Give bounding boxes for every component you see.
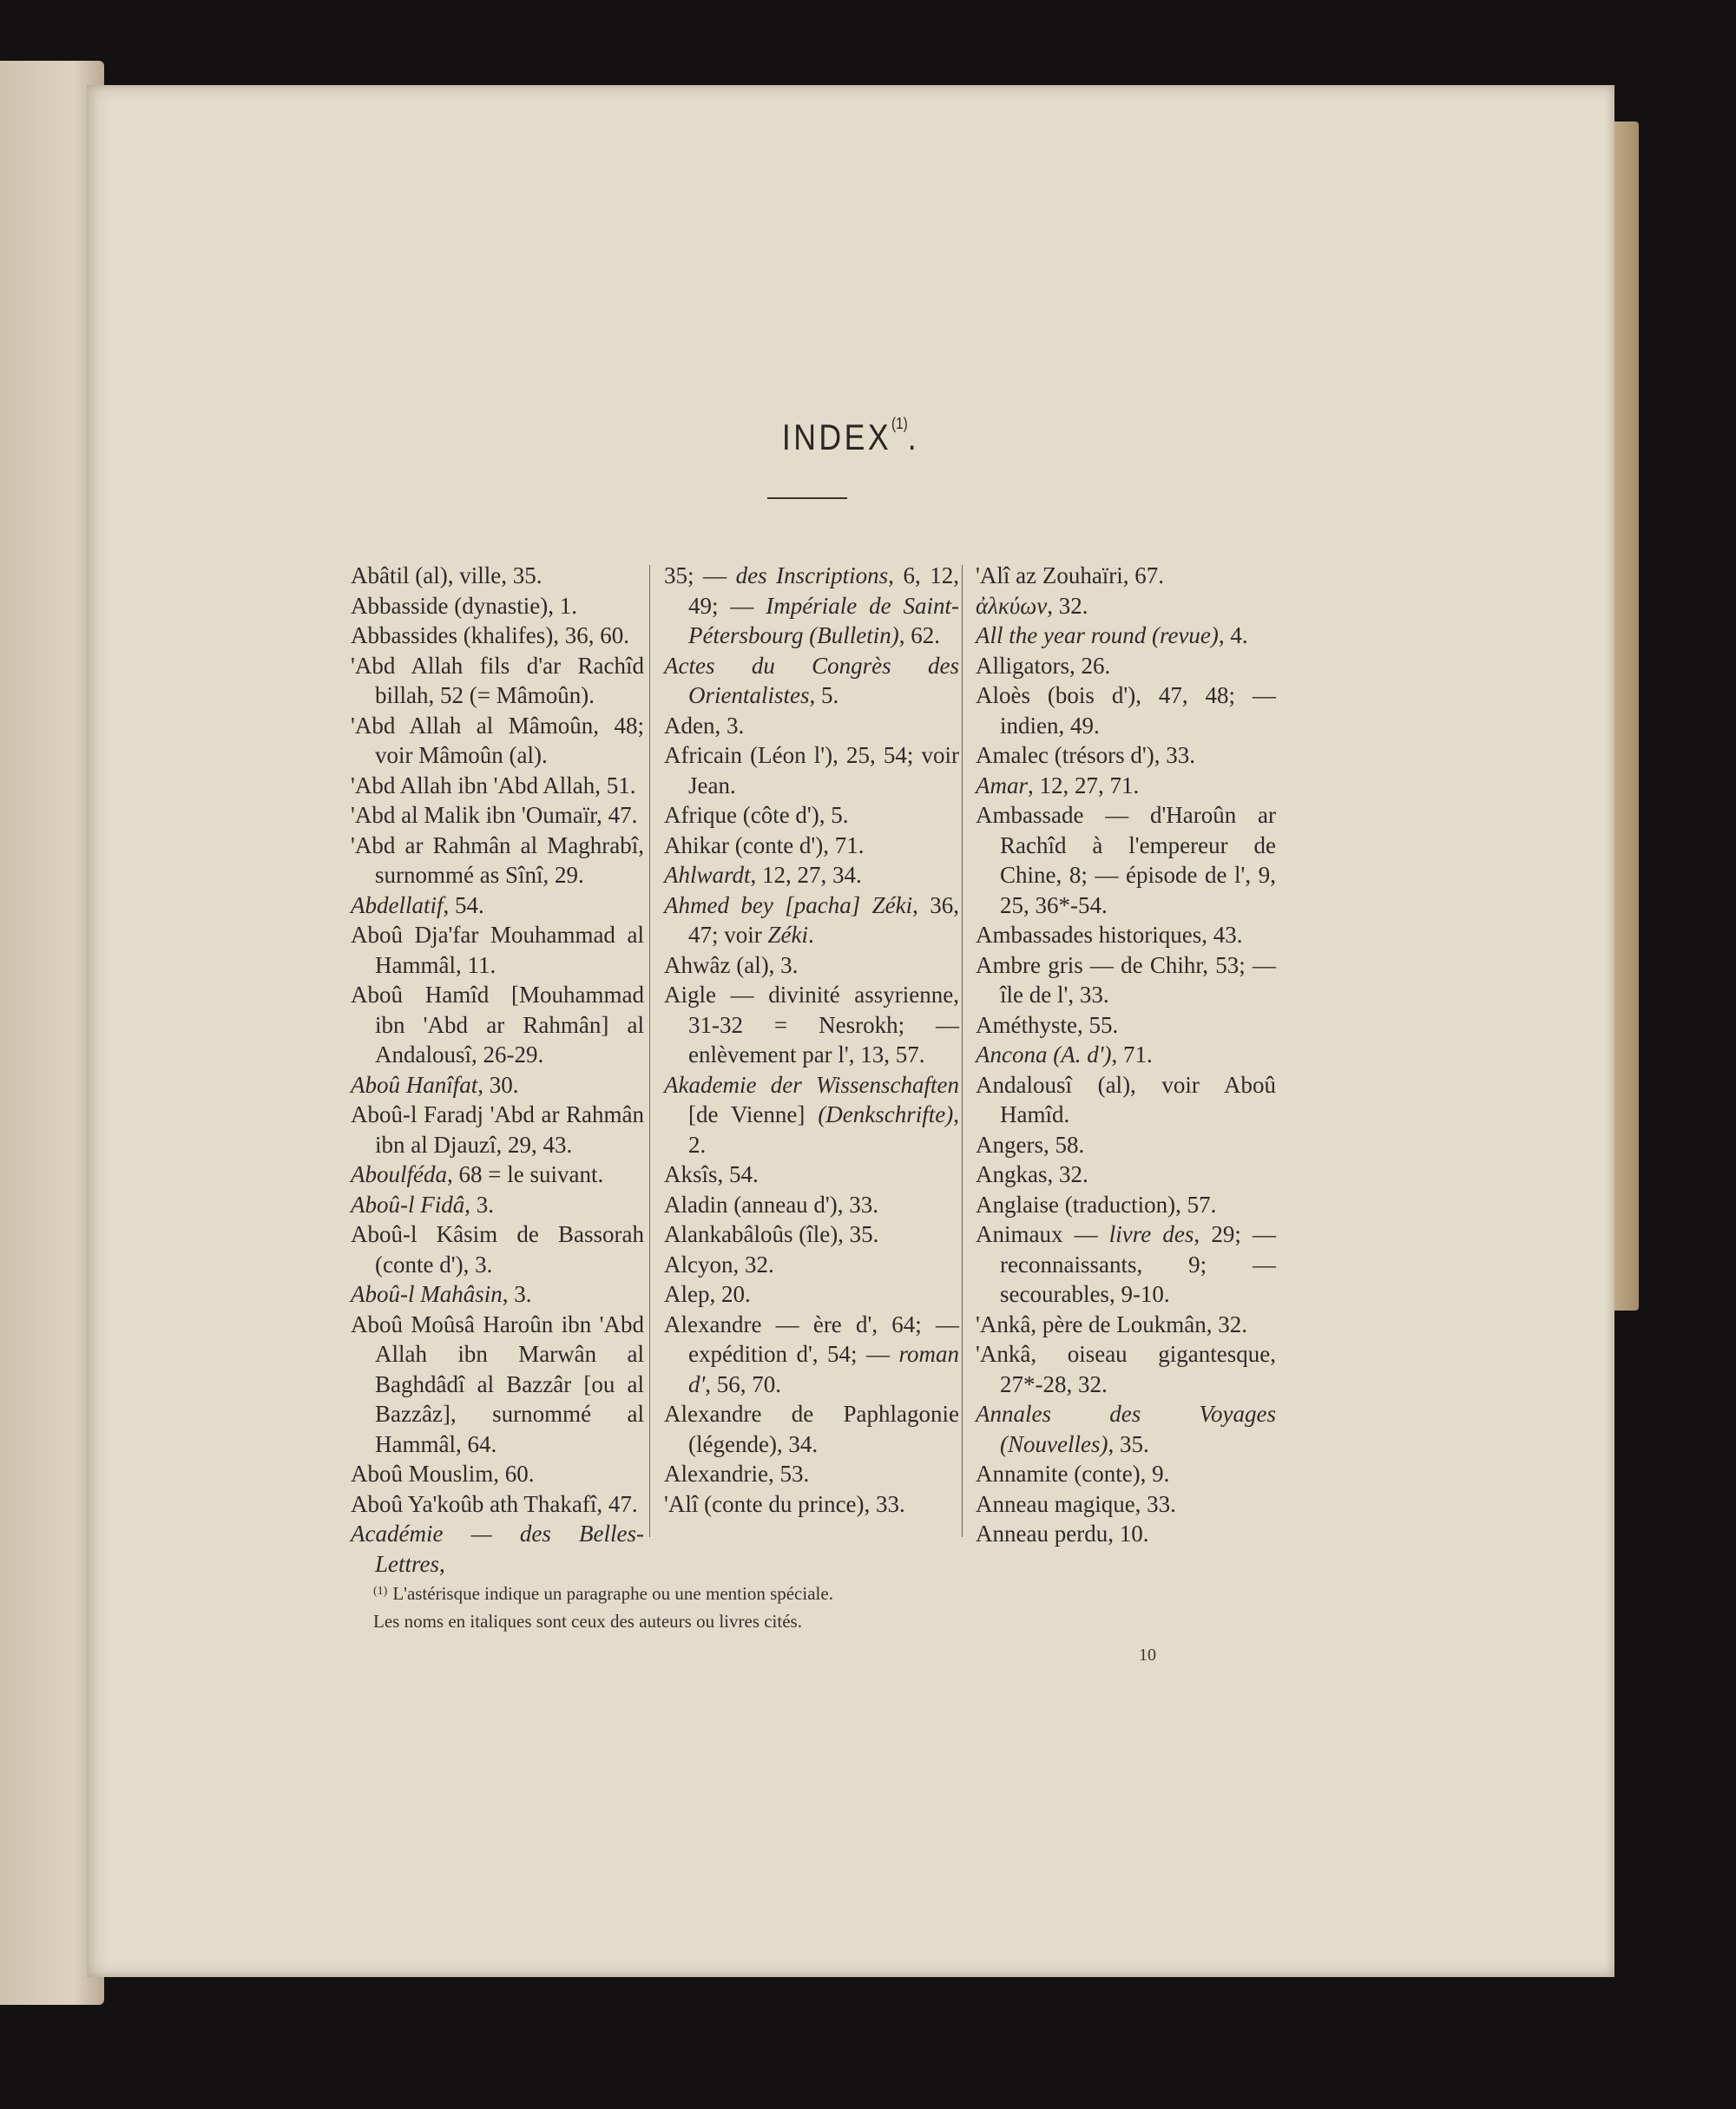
index-entry: Ahlwardt, 12, 27, 34. [664, 862, 862, 888]
index-entry: Aboû-l Faradj 'Abd ar Rahmân ibn al Djauzî, 29, 43. [351, 1101, 644, 1158]
index-column-2 [664, 561, 959, 1519]
index-column-1 [351, 561, 644, 1579]
index-entry: Angkas, 32. [976, 1161, 1088, 1187]
index-entry: Ahwâz (al), 3. [664, 951, 799, 978]
index-entry: 'Alî (conte du prince), 33. [664, 1490, 905, 1517]
index-entry: Aboû Mouslim, 60. [351, 1461, 535, 1487]
index-entry: Ambre gris — de Chihr, 53; — île de l', 33. [976, 951, 1276, 1008]
column-divider [962, 565, 963, 1537]
index-entry: 'Abd Allah fils d'ar Rachîd billah, 52 (= Mâmoûn). [351, 652, 644, 708]
index-entry: Aboû Moûsâ Haroûn ibn 'Abd Allah ibn Marwân al Baghdâdî al Bazzâr [ou al Bazzâz], surnommé al Hammâl, 64. [351, 1311, 644, 1457]
index-entry: Aboû Hanîfat, 30. [351, 1071, 519, 1098]
page-title: INDEX$^{(1)}$. [781, 415, 920, 457]
index-entry: Alexandre — ère d', 64; — expédition d', 54; — roman d', 56, 70. [664, 1311, 959, 1397]
page-edge-tab [1614, 122, 1639, 1311]
index-entry: 'Abd Allah ibn 'Abd Allah, 51. [351, 772, 636, 798]
index-entry: 'Ankâ, père de Loukmân, 32. [976, 1311, 1248, 1337]
index-entry: Alankabâloûs (île), 35. [664, 1221, 879, 1247]
title-rule [767, 497, 847, 499]
index-page [87, 85, 1614, 1977]
index-entry: Akademie der Wissenschaften [de Vienne] (Denkschrifte), 2. [664, 1071, 959, 1158]
footnote-marker: (1) [373, 1585, 388, 1598]
index-entry: 'Alî az Zouhaïri, 67. [976, 562, 1165, 588]
index-entry: Africain (Léon l'), 25, 54; voir Jean. [664, 742, 959, 798]
index-entry: Aboû-l Mahâsin, 3. [351, 1281, 532, 1307]
index-entry: Abâtil (al), ville, 35. [351, 562, 542, 588]
page-number: 10 [1139, 1646, 1156, 1665]
footnote-line: Les noms en italiques sont ceux des auteurs ou livres cités. [373, 1611, 802, 1632]
column-divider [649, 565, 650, 1537]
index-entry: Aboû-l Kâsim de Bassorah (conte d'), 3. [351, 1221, 644, 1278]
footnote [373, 1578, 1033, 1635]
index-entry: 'Abd al Malik ibn 'Oumaïr, 47. [351, 802, 638, 828]
index-entry: Aboulféda, 68 = le suivant. [351, 1161, 604, 1187]
index-entry: 'Abd Allah al Mâmoûn, 48; voir Mâmoûn (al). [351, 712, 644, 768]
index-entry: Alexandrie, 53. [664, 1461, 810, 1487]
index-entry: Alexandre de Paphlagonie (légende), 34. [664, 1401, 959, 1457]
index-entry: 'Ankâ, oiseau gigantesque, 27*-28, 32. [976, 1341, 1276, 1397]
index-entry: Aden, 3. [664, 712, 745, 739]
index-entry: Annamite (conte), 9. [976, 1461, 1170, 1487]
index-entry: Alcyon, 32. [664, 1251, 774, 1278]
index-entry: Aloès (bois d'), 47, 48; — indien, 49. [976, 682, 1276, 739]
index-entry: Actes du Congrès des Orientalistes, 5. [664, 652, 959, 708]
index-entry: Aboû Hamîd [Mouhammad ibn 'Abd ar Rahmân] al Andalousî, 26-29. [351, 982, 644, 1068]
index-entry: Alep, 20. [664, 1281, 751, 1307]
index-entry: Anglaise (traduction), 57. [976, 1191, 1217, 1218]
index-entry: Alligators, 26. [976, 652, 1111, 679]
index-entry: Aksîs, 54. [664, 1161, 759, 1187]
index-entry: Anneau perdu, 10. [976, 1521, 1149, 1547]
index-entry: Ambassades historiques, 43. [976, 922, 1243, 948]
index-entry: Améthyste, 55. [976, 1011, 1119, 1038]
index-entry: Aigle — divinité assyrienne, 31-32 = Nesrokh; — enlèvement par l', 13, 57. [664, 982, 959, 1068]
index-entry: Académie — des Belles-Lettres, [351, 1521, 644, 1577]
index-entry: All the year round (revue), 4. [976, 622, 1248, 648]
index-entry: 'Abd ar Rahmân al Maghrabî, surnommé as Sînî, 29. [351, 831, 644, 888]
index-entry: Ahikar (conte d'), 71. [664, 831, 865, 858]
index-entry: Aboû Ya'koûb ath Thakafî, 47. [351, 1490, 638, 1517]
index-entry: Anneau magique, 33. [976, 1490, 1176, 1517]
index-entry: Abbassides (khalifes), 36, 60. [351, 622, 629, 648]
footnote-line: $^{(1)}$ L'astérisque indique un paragraphe ou une mention spéciale. [373, 1583, 833, 1604]
index-column-3 [976, 561, 1276, 1549]
index-entry: Ancona (A. d'), 71. [976, 1041, 1153, 1068]
title-note-mark: (1) [891, 415, 908, 432]
index-entry: Ambassade — d'Haroûn ar Rachîd à l'empereur de Chine, 8; — épisode de l', 9, 25, 36*-54. [976, 802, 1276, 918]
index-entry: Andalousî (al), voir Aboû Hamîd. [976, 1071, 1276, 1127]
index-entry: Animaux — livre des, 29; — reconnaissants, 9; — secourables, 9-10. [976, 1221, 1276, 1307]
index-entry: 35; — des Inscriptions, 6, 12, 49; — Impériale de Saint-Pétersbourg (Bulletin), 62. [664, 562, 959, 648]
index-entry: ἀλκύων, 32. [976, 592, 1088, 619]
index-entry: Aboû-l Fidâ, 3. [351, 1191, 494, 1218]
index-entry: Angers, 58. [976, 1131, 1085, 1158]
index-entry: Ahmed bey [pacha] Zéki, 36, 47; voir Zéki. [664, 891, 959, 948]
index-entry: Annales des Voyages (Nouvelles), 35. [976, 1401, 1276, 1457]
index-entry: Amar, 12, 27, 71. [976, 772, 1140, 798]
index-entry: Afrique (côte d'), 5. [664, 802, 849, 828]
index-entry: Amalec (trésors d'), 33. [976, 742, 1196, 768]
index-entry: Aladin (anneau d'), 33. [664, 1191, 879, 1218]
index-entry: Aboû Dja'far Mouhammad al Hammâl, 11. [351, 922, 644, 978]
index-entry: Abbasside (dynastie), 1. [351, 592, 577, 619]
index-entry: Abdellatif, 54. [351, 891, 484, 918]
